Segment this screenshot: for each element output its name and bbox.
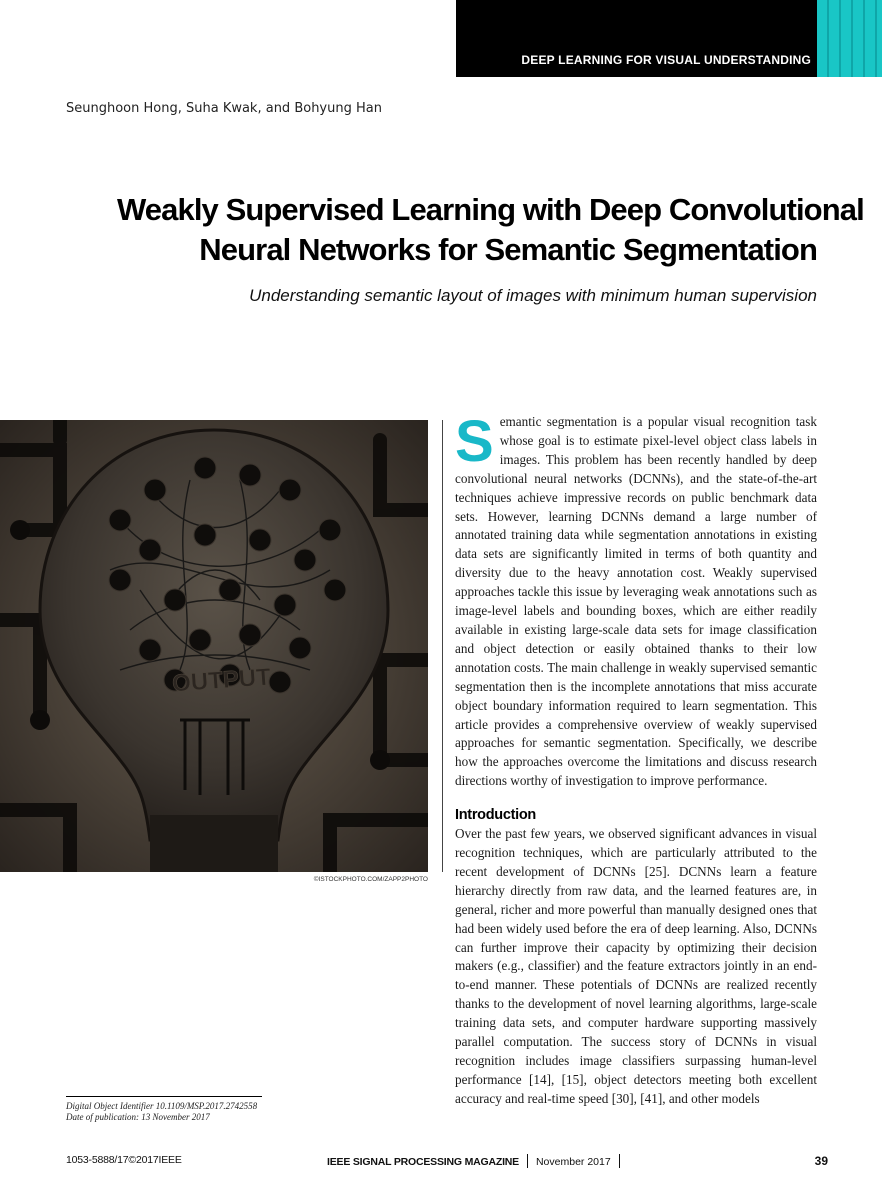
image-credit: ©ISTOCKPHOTO.COM/ZAPP2PHOTO [313, 876, 428, 883]
doi-text: Digital Object Identifier 10.1109/MSP.2017.2742558 [66, 1101, 258, 1111]
output-label: OUTPUT [171, 663, 272, 698]
magazine-name: IEEE SIGNAL PROCESSING MAGAZINE [327, 1156, 519, 1168]
section-heading-introduction: Introduction [455, 807, 536, 824]
introduction-paragraph: Over the past few years, we observed significant advances in visual recognition techniques, which are particularly attributed to the recent development of DCNNs [25]. DCNNs learn a feature hierarchy directly from raw data, and the learned features are, in general, richer and more powerful than manually designed ones that had been widely used before the era of deep learning. Also, DCNNs can further improve their capacity by optimizing their decision makers (e.g., classifier) and the feature extractors jointly in an end-to-end manner. These potentials of DCNNs are realized recently thanks to the development of novel learning algorithms, large-scale training data sets, and computer hardware supporting massively parallel computation. The success story of DCNNs in visual recognition includes image classifiers surpassing human-level performance [14], [15], object detectors meeting both excellent accuracy and real-time speed [30], [41], and other models [455, 826, 817, 1106]
intro-paragraph [455, 409, 817, 791]
title-line-2: Neural Networks for Semantic Segmentation [199, 232, 817, 267]
author-list: Seunghoon Hong, Suha Kwak, and Bohyung Han [66, 101, 382, 116]
title-line-1: Weakly Supervised Learning with Deep Convolutional [117, 192, 864, 227]
issn-text: 1053-5888/17©2017IEEE [66, 1154, 182, 1166]
intro-paragraph-text: emantic segmentation is a popular visual recognition task whose goal is to estimate pixel-level object class labels in images. This problem has been recently handled by deep convolutional neural networks (DCNNs), and the state-of-the-art techniques achieve impressive records on public benchmark data sets. However, learning DCNNs demand a large number of annotated training data while segmentation annotations in existing data sets are significantly limited in terms of both quantity and diversity due to the heavy annotation cost. Weakly supervised approaches tackle this issue by leveraging weak annotations such as image-level labels and bounding boxes, which are either readily available in existing large-scale data sets for image classification and object detection or easily obtained thanks to their low annotation costs. The main challenge in weakly supervised semantic segmentation then is the incomplete annotations that miss accurate object boundary information required to learn segmentation. This article provides a comprehensive overview of weakly supervised approaches for semantic segmentation. Specifically, we describe how the approaches overcome the limitations and discuss research directions worthy of investigation to improve performance. [455, 414, 817, 789]
article-subtitle: Understanding semantic layout of images with minimum human supervision [249, 286, 817, 305]
page-footer [0, 1154, 882, 1172]
article-body [455, 409, 817, 1109]
drop-cap: S [455, 409, 494, 474]
publication-date: Date of publication: 13 November 2017 [66, 1112, 210, 1122]
footnote-rule [66, 1096, 262, 1097]
footer-separator [619, 1154, 620, 1168]
banner-accent-stripes [817, 0, 882, 77]
article-title [117, 190, 864, 270]
footer-separator [527, 1154, 528, 1168]
lightbulb-network-image [0, 420, 428, 872]
section-label: DEEP LEARNING FOR VISUAL UNDERSTANDING [521, 53, 811, 67]
issue-date: November 2017 [535, 1156, 611, 1168]
section-banner [456, 0, 882, 77]
page-number: 39 [814, 1154, 828, 1168]
column-divider [442, 420, 443, 872]
footnote [66, 1101, 257, 1123]
lightbulb-illustration [0, 420, 428, 872]
journal-info [327, 1154, 628, 1168]
